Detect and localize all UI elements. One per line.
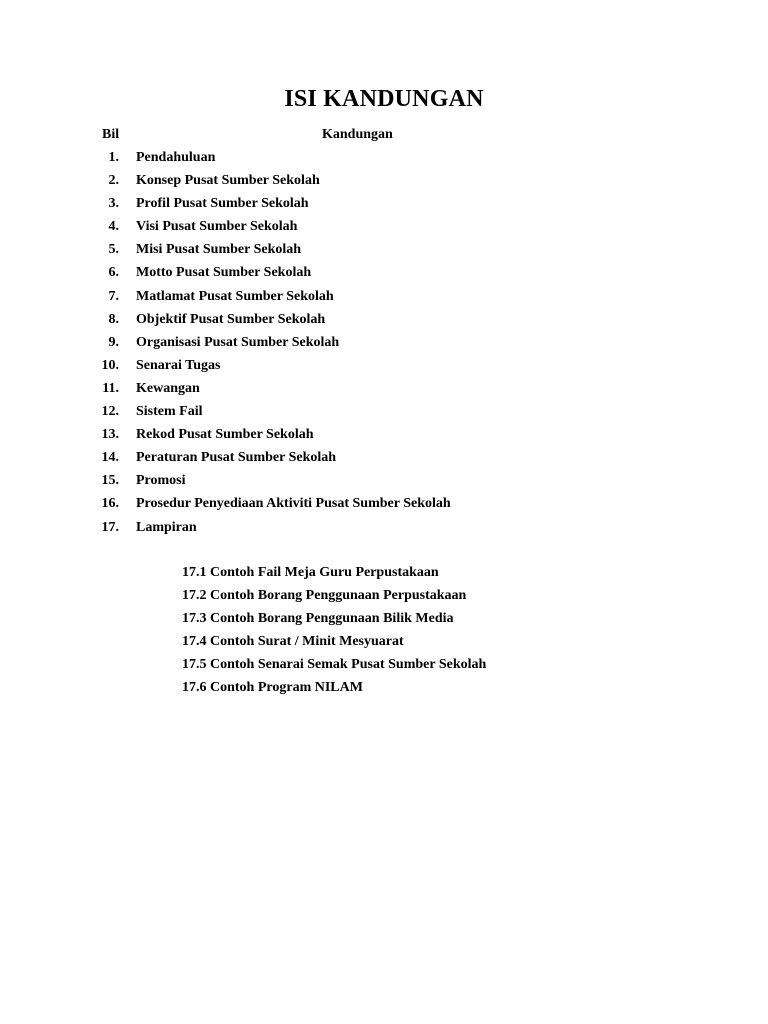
lampiran-sublist	[182, 565, 486, 703]
toc-label: Matlamat Pusat Sumber Sekolah	[136, 288, 334, 304]
toc-number: 10.	[101, 357, 119, 373]
toc-label: Rekod Pusat Sumber Sekolah	[136, 427, 314, 443]
toc-row	[0, 312, 768, 335]
toc-number: 12.	[101, 404, 119, 420]
toc-row	[0, 381, 768, 404]
column-header-kandungan: Kandungan	[322, 127, 393, 142]
toc-number: 11.	[102, 380, 119, 396]
toc-row	[0, 289, 768, 312]
toc-row	[0, 265, 768, 288]
toc-label: Lampiran	[136, 519, 197, 535]
toc-number: 3.	[108, 196, 119, 212]
toc-number: 7.	[108, 288, 119, 304]
toc-subitem: 17.3 Contoh Borang Penggunaan Bilik Media	[182, 611, 454, 626]
toc-row	[0, 404, 768, 427]
toc-label: Organisasi Pusat Sumber Sekolah	[136, 334, 340, 350]
column-header-bil: Bil	[102, 127, 120, 142]
toc-label: Prosedur Penyediaan Aktiviti Pusat Sumber Sekolah	[136, 496, 451, 512]
toc-subitem: 17.5 Contoh Senarai Semak Pusat Sumber Sekolah	[182, 657, 487, 672]
toc-number: 1.	[108, 150, 119, 165]
toc-row	[0, 427, 768, 450]
toc-label: Konsep Pusat Sumber Sekolah	[136, 173, 320, 189]
toc-number: 4.	[108, 219, 119, 235]
toc-label: Kewangan	[136, 380, 200, 396]
toc-row	[0, 473, 768, 496]
toc-label: Sistem Fail	[136, 404, 203, 420]
toc-subitem: 17.6 Contoh Program NILAM	[182, 680, 363, 695]
toc-number: 13.	[101, 427, 119, 443]
toc-subitem: 17.2 Contoh Borang Penggunaan Perpustakaan	[182, 588, 467, 603]
toc-label: Peraturan Pusat Sumber Sekolah	[136, 450, 337, 466]
toc-row	[0, 520, 768, 543]
toc-row	[0, 196, 768, 219]
toc-number: 15.	[101, 473, 119, 489]
toc-row	[0, 358, 768, 381]
toc-number: 2.	[108, 173, 119, 189]
toc-number: 9.	[108, 334, 119, 350]
toc-label: Misi Pusat Sumber Sekolah	[136, 242, 302, 258]
toc-subitem: 17.4 Contoh Surat / Minit Mesyuarat	[182, 634, 404, 649]
toc-number: 5.	[108, 242, 119, 258]
toc-number: 16.	[101, 496, 119, 512]
toc-label: Senarai Tugas	[136, 357, 221, 373]
toc-label: Pendahuluan	[136, 150, 216, 165]
toc-number: 17.	[101, 519, 119, 535]
toc-number: 14.	[101, 450, 119, 466]
toc-row	[0, 496, 768, 519]
page-title: ISI KANDUNGAN	[284, 86, 484, 112]
toc-label: Motto Pusat Sumber Sekolah	[136, 265, 312, 281]
toc-label: Visi Pusat Sumber Sekolah	[136, 219, 298, 235]
toc-label: Promosi	[136, 473, 186, 489]
toc-label: Objektif Pusat Sumber Sekolah	[136, 311, 326, 327]
toc-subitem: 17.1 Contoh Fail Meja Guru Perpustakaan	[182, 565, 439, 580]
toc-row	[0, 173, 768, 196]
table-of-contents	[0, 150, 768, 543]
toc-row	[0, 450, 768, 473]
toc-row	[0, 219, 768, 242]
toc-row	[0, 335, 768, 358]
toc-label: Profil Pusat Sumber Sekolah	[136, 196, 309, 212]
toc-number: 8.	[108, 311, 119, 327]
toc-row	[0, 242, 768, 265]
toc-row	[0, 150, 768, 173]
toc-number: 6.	[108, 265, 119, 281]
